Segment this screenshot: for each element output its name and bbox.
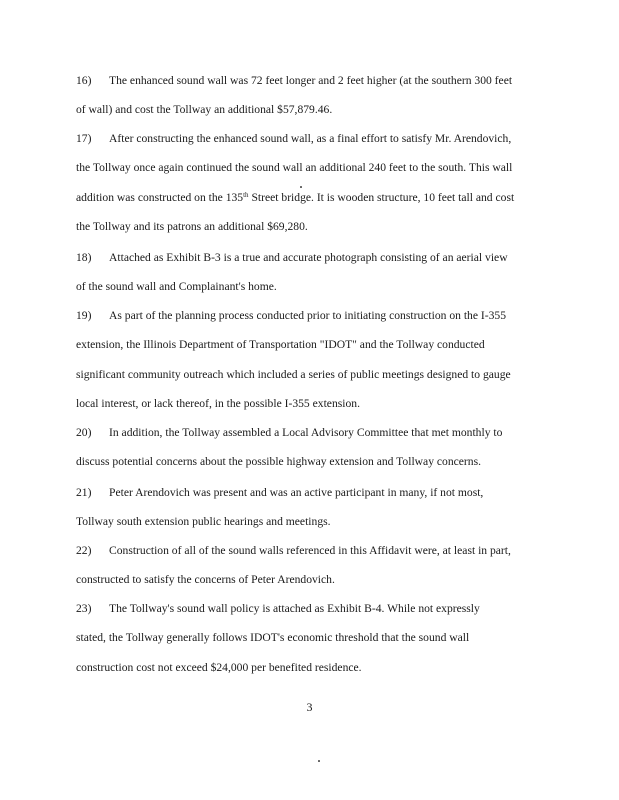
paragraph-22 bbox=[76, 536, 550, 595]
paragraph-line: constructed to satisfy the concerns of Peter Arendovich. bbox=[76, 573, 335, 587]
paragraph-number: 20) bbox=[76, 426, 92, 439]
paragraph-number: 23) bbox=[76, 602, 92, 615]
scan-speck bbox=[300, 186, 302, 188]
paragraph-line: discuss potential concerns about the possible highway extension and Tollway concerns. bbox=[76, 455, 481, 469]
paragraph-number: 18) bbox=[76, 251, 92, 264]
paragraph-line: stated, the Tollway generally follows IDOT's economic threshold that the sound wall bbox=[76, 631, 470, 645]
paragraph-19 bbox=[76, 301, 550, 418]
paragraph-text: As part of the planning process conducted prior to initiating construction on the I-355 bbox=[109, 309, 506, 322]
paragraph-line: local interest, or lack thereof, in the possible I-355 extension. bbox=[76, 396, 360, 410]
paragraph-23 bbox=[76, 594, 550, 682]
ordinal-suffix: th bbox=[243, 190, 249, 199]
paragraph-text: Street bridge. It is wooden structure, 10 feet tall and cost bbox=[248, 190, 515, 204]
paragraph-line: the Tollway and its patrons an additional $69,280. bbox=[76, 219, 308, 233]
paragraph-line bbox=[76, 183, 550, 212]
paragraph-text: After constructing the enhanced sound wall, as a final effort to satisfy Mr. Arendovich, bbox=[109, 132, 512, 145]
paragraph-line bbox=[76, 418, 550, 447]
paragraph-number: 19) bbox=[76, 309, 92, 322]
paragraph-text: Attached as Exhibit B-3 is a true and accurate photograph consisting of an aerial view bbox=[109, 251, 508, 264]
paragraph-line bbox=[76, 243, 550, 272]
paragraph-18 bbox=[76, 243, 550, 302]
paragraph-line: the Tollway once again continued the sound wall an additional 240 feet to the south. This wall bbox=[76, 161, 513, 175]
paragraph-17 bbox=[76, 124, 550, 241]
paragraph-text: The enhanced sound wall was 72 feet longer and 2 feet higher (at the southern 300 feet bbox=[109, 74, 513, 87]
paragraph-text: Construction of all of the sound walls referenced in this Affidavit were, at least in part, bbox=[109, 544, 511, 557]
paragraph-line: extension, the Illinois Department of Transportation "IDOT" and the Tollway conducted bbox=[76, 338, 485, 352]
paragraph-line bbox=[76, 124, 550, 153]
paragraph-number: 16) bbox=[76, 74, 92, 87]
page-number: 3 bbox=[306, 700, 313, 714]
paragraph-line: of the sound wall and Complainant's home. bbox=[76, 280, 277, 294]
paragraph-line bbox=[76, 478, 550, 507]
paragraph-line: of wall) and cost the Tollway an additional $57,879.46. bbox=[76, 103, 333, 117]
paragraph-21 bbox=[76, 478, 550, 537]
paragraph-line: significant community outreach which included a series of public meetings designed to gauge bbox=[76, 367, 511, 381]
paragraph-line bbox=[76, 301, 550, 330]
scan-speck bbox=[318, 760, 320, 762]
paragraph-text: Peter Arendovich was present and was an active participant in many, if not most, bbox=[109, 486, 484, 499]
paragraph-line bbox=[76, 594, 550, 623]
paragraph-line bbox=[76, 66, 550, 95]
paragraph-text: In addition, the Tollway assembled a Local Advisory Committee that met monthly to bbox=[109, 426, 503, 439]
paragraph-line: construction cost not exceed $24,000 per benefited residence. bbox=[76, 660, 362, 674]
paragraph-number: 22) bbox=[76, 544, 92, 557]
paragraph-number: 21) bbox=[76, 486, 92, 499]
paragraph-text: The Tollway's sound wall policy is attached as Exhibit B-4. While not expressly bbox=[109, 602, 480, 615]
paragraph-16 bbox=[76, 66, 550, 125]
paragraph-text: addition was constructed on the 135 bbox=[76, 190, 244, 204]
paragraph-number: 17) bbox=[76, 132, 92, 145]
paragraph-line: Tollway south extension public hearings and meetings. bbox=[76, 515, 331, 529]
paragraph-20 bbox=[76, 418, 550, 477]
paragraph-line bbox=[76, 536, 550, 565]
